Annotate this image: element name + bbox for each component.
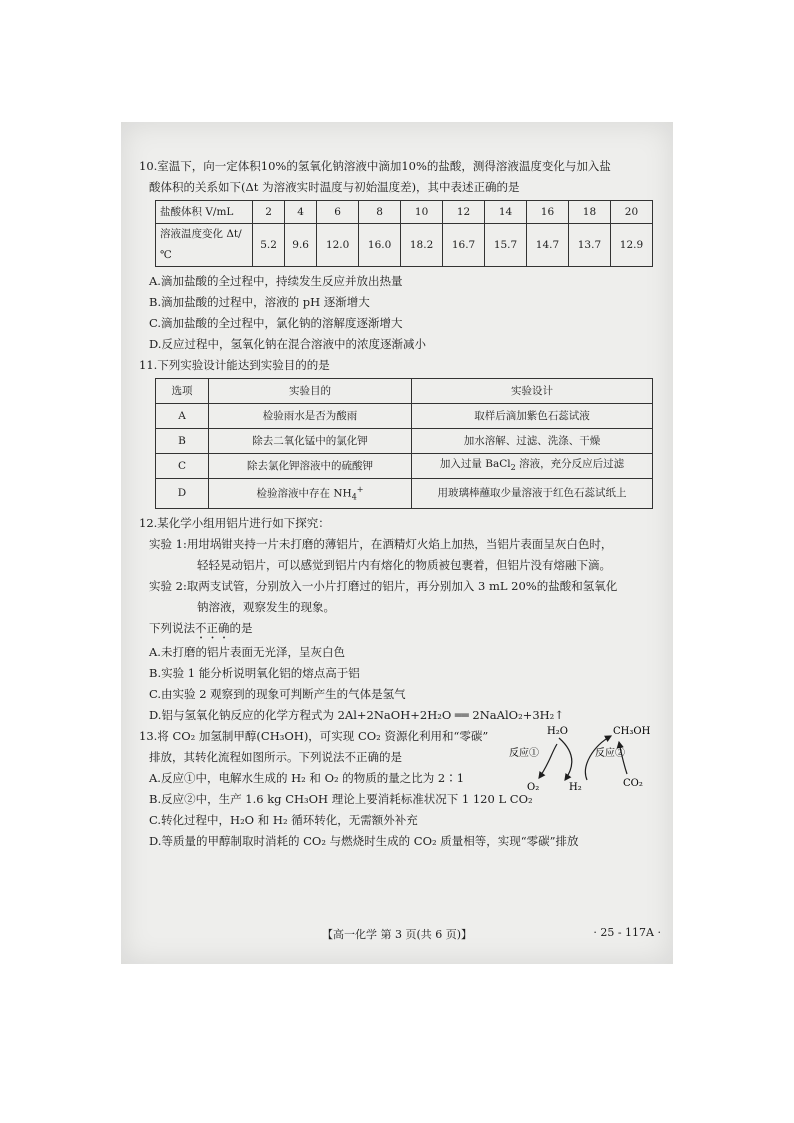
reaction-2-label: 反应② (595, 747, 625, 759)
q12-experiment-2-cont: 钠溶液，观察发生的现象。 (197, 599, 335, 614)
q13-option-d: D.等质量的甲醇制取时消耗的 CO₂ 与燃烧时生成的 CO₂ 质量相等，实现“零碳”排放 (149, 833, 579, 848)
o2-label: O₂ (527, 781, 540, 793)
table-row (156, 429, 653, 454)
table-row (156, 224, 653, 267)
table-row (156, 404, 653, 429)
question-13 (139, 726, 659, 852)
q13-option-a: A.反应①中，电解水生成的 H₂ 和 O₂ 的物质的量之比为 2∶1 (149, 770, 465, 785)
table-cell: A (156, 404, 209, 429)
q10-option-a: A.滴加盐酸的全过程中，持续发生反应并放出热量 (149, 274, 403, 288)
table-header-cell: 实验设计 (412, 379, 653, 404)
prompt-text: 的是 (229, 620, 253, 635)
q12-option-d: D.铝与氢氧化钠反应的化学方程式为 2Al+2NaOH+2H₂O ══ 2NaAlO₂+3H₂↑ (149, 707, 564, 722)
table-cell: 4 (285, 201, 317, 224)
table-cell: 12.9 (610, 224, 652, 267)
exam-page (121, 122, 673, 964)
q13-option-b: B.反应②中，生产 1.6 kg CH₃OH 理论上要消耗标准状况下 1 120 L CO₂ (149, 791, 533, 806)
q10-option-d: D.反应过程中，氢氧化钠在混合溶液中的浓度逐渐减小 (149, 337, 426, 351)
table-cell: 15.7 (485, 224, 527, 267)
q12-option-a: A.未打磨的铝片表面无光泽，呈灰白色 (149, 644, 345, 659)
superscript: + (356, 485, 364, 495)
conversion-cycle-diagram (509, 722, 659, 794)
question-11 (139, 355, 659, 509)
table-cell: 12 (443, 201, 485, 224)
prompt-text: 下列说法 (149, 620, 195, 635)
q12-experiment-2: 实验 2:取两支试管，分别放入一小片打磨过的铝片，再分别加入 3 mL 20%的盐酸和氢氧化 (149, 578, 618, 593)
co2-label: CO₂ (623, 777, 643, 789)
q10-option-b: B.滴加盐酸的过程中，溶液的 pH 逐渐增大 (149, 295, 370, 309)
table-cell: 16.7 (443, 224, 485, 267)
cell-text: 检验溶液中存在 NH (256, 487, 352, 500)
q12-prompt (139, 618, 659, 642)
table-cell: 加水溶解、过滤、洗涤、干燥 (412, 429, 653, 454)
reaction-1-label: 反应① (509, 747, 539, 759)
q10-stem-line1: 10.室温下，向一定体积10%的氢氧化钠溶液中滴加10%的盐酸，测得溶液温度变化与加入盐 (139, 159, 611, 173)
table-row (156, 379, 653, 404)
table-cell: 14 (485, 201, 527, 224)
q10-stem-line2: 酸体积的关系如下(Δt 为溶液实时温度与初始温度差)，其中表述正确的是 (149, 180, 520, 194)
table-cell: 除去二氧化锰中的氯化钾 (209, 429, 412, 454)
arrow-reaction-1 (559, 738, 572, 780)
table-cell: 检验雨水是否为酸雨 (209, 404, 412, 429)
emphasis-text: 不正确 (195, 620, 230, 635)
q10-option-c: C.滴加盐酸的全过程中，氯化钠的溶解度逐渐增大 (149, 316, 403, 330)
table-cell: 8 (359, 201, 401, 224)
table-header-cell: 盐酸体积 V/mL (156, 201, 253, 224)
h2o-label: H₂O (547, 725, 568, 737)
table-cell: B (156, 429, 209, 454)
table-cell: 取样后滴加紫色石蕊试液 (412, 404, 653, 429)
table-cell: D (156, 479, 209, 509)
subscript: 4 (351, 492, 357, 502)
q11-table (155, 378, 653, 509)
table-header-cell: 实验目的 (209, 379, 412, 404)
question-10 (139, 156, 659, 355)
table-cell: 16 (527, 201, 569, 224)
table-cell: 2 (253, 201, 285, 224)
table-cell: 18 (568, 201, 610, 224)
question-12 (139, 513, 659, 726)
table-cell: 9.6 (285, 224, 317, 267)
table-cell: 12.0 (317, 224, 359, 267)
table-cell: 5.2 (253, 224, 285, 267)
q13-stem-line1: 13.将 CO₂ 加氢制甲醇(CH₃OH)，可实现 CO₂ 资源化利用和“零碳” (139, 728, 489, 743)
table-header-cell: 选项 (156, 379, 209, 404)
table-cell: C (156, 454, 209, 479)
table-row (156, 201, 653, 224)
page-content (139, 156, 659, 852)
q12-experiment-1-cont: 轻轻晃动铝片，可以感觉到铝片内有熔化的物质被包裹着，但铝片没有熔融下滴。 (197, 557, 611, 572)
table-cell: 除去氯化钾溶液中的硫酸钾 (209, 454, 412, 479)
cell-text: 加入过量 BaCl (439, 458, 511, 470)
q13-option-c: C.转化过程中，H₂O 和 H₂ 循环转化，无需额外补充 (149, 812, 418, 827)
table-cell: 用玻璃棒蘸取少量溶液于红色石蕊试纸上 (412, 479, 653, 509)
q11-stem: 11.下列实验设计能达到实验目的的是 (139, 358, 330, 372)
q12-option-b: B.实验 1 能分析说明氧化铝的熔点高于铝 (149, 665, 360, 680)
q10-table (155, 200, 653, 267)
q12-option-c: C.由实验 2 观察到的现象可判断产生的气体是氢气 (149, 686, 406, 701)
table-header-cell: 溶液温度变化 Δt/℃ (156, 224, 253, 267)
table-cell: 16.0 (359, 224, 401, 267)
table-cell (412, 454, 653, 479)
ch3oh-label: CH₃OH (613, 725, 651, 737)
footer-page-info: 【高一化学 第 3 页(共 6 页)】 (321, 928, 473, 941)
table-cell: 18.2 (401, 224, 443, 267)
q12-experiment-1: 实验 1:用坩埚钳夹持一片未打磨的薄铝片，在酒精灯火焰上加热，当铝片表面呈灰白色时， (149, 536, 613, 551)
table-row (156, 454, 653, 479)
cell-text: 溶液，充分反应后过滤 (515, 458, 625, 470)
table-cell (209, 479, 412, 509)
q12-stem: 12.某化学小组用铝片进行如下探究： (139, 515, 330, 530)
table-cell: 13.7 (568, 224, 610, 267)
table-cell: 14.7 (527, 224, 569, 267)
subscript: 2 (510, 463, 516, 473)
arrow-to-o2 (539, 744, 557, 778)
table-cell: 20 (610, 201, 652, 224)
q13-stem-line2: 排放，其转化流程如图所示。下列说法不正确的是 (149, 749, 402, 764)
h2-label: H₂ (569, 781, 582, 793)
footer-code: · 25 - 117A · (593, 926, 661, 939)
table-row (156, 479, 653, 509)
table-cell: 10 (401, 201, 443, 224)
table-cell: 6 (317, 201, 359, 224)
